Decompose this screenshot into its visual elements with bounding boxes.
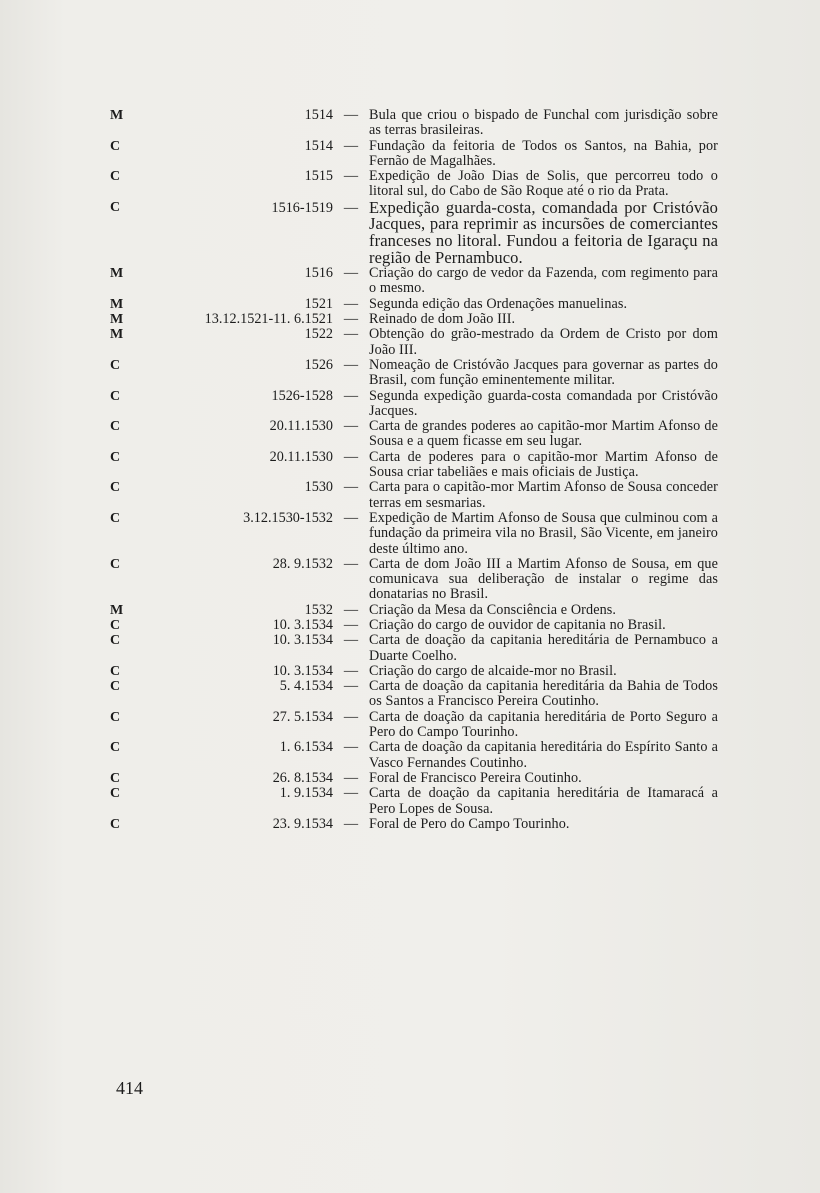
entry-dash: —: [343, 295, 359, 312]
entry-date: 1515: [304, 168, 333, 185]
entry-dash: —: [343, 662, 359, 679]
chronology-entry: [0, 740, 820, 771]
entry-description: Criação do cargo de vedor da Fazenda, com regimento para o mesmo.: [369, 265, 718, 297]
entry-category-letter: C: [110, 770, 121, 786]
chronology-entry: [0, 633, 820, 664]
entry-date: 1. 9.1534: [279, 785, 333, 802]
chronology-entry: [0, 771, 820, 786]
entry-date: 3.12.1530-1532: [243, 509, 333, 526]
chronology-entry: [0, 312, 820, 327]
chronology-entry: [0, 710, 820, 741]
entry-date: 1516-1519: [271, 199, 333, 216]
entry-description: Carta de doação da capitania hereditária de Pernambuco a Duarte Coelho.: [369, 632, 718, 664]
entry-category-letter: C: [110, 388, 121, 404]
entry-category-letter: C: [110, 679, 121, 695]
entry-category-letter: C: [110, 633, 121, 649]
entry-date: 27. 5.1534: [272, 708, 333, 725]
entry-date: 1532: [304, 601, 333, 618]
chronology-entry: [0, 327, 820, 358]
entry-dash: —: [343, 739, 359, 756]
entry-description: Expedição guarda-costa, comandada por Cristóvão Jacques, para reprimir as incursões de comerciantes franceses no litoral. Fundou a feitoria de Igaraçu na região de Pernambuco.: [369, 197, 718, 267]
chronology-entry: [0, 358, 820, 389]
entry-category-letter: M: [110, 108, 124, 123]
entry-dash: —: [343, 769, 359, 786]
entry-description: Criação da Mesa da Consciência e Ordens.: [369, 601, 617, 618]
entry-category-letter: C: [110, 510, 121, 526]
entry-dash: —: [343, 616, 359, 633]
entry-category-letter: C: [110, 449, 121, 465]
entry-dash: —: [343, 815, 359, 832]
entry-dash: —: [343, 137, 359, 154]
chronology-entry: [0, 511, 820, 557]
entry-dash: —: [343, 326, 359, 343]
entry-description: Carta de doação da capitania hereditária do Espírito Santo a Vasco Fernandes Coutinho.: [369, 739, 718, 771]
entry-description: Segunda expedição guarda-costa comandada por Cristóvão Jacques.: [369, 387, 718, 419]
entry-date: 20.11.1530: [269, 418, 333, 435]
entry-dash: —: [343, 785, 359, 802]
entry-description: Criação do cargo de alcaide-mor no Brasil.: [369, 662, 617, 679]
chronology-entry: [0, 557, 820, 603]
entry-description: Carta de dom João III a Martim Afonso de Sousa, em que comunicava sua deliberação de instalar o regime das donatarias no Brasil.: [369, 555, 718, 603]
entry-description: Segunda edição das Ordenações manuelinas.: [369, 295, 628, 312]
entry-date: 20.11.1530: [269, 448, 333, 465]
chronology-entry: [0, 603, 820, 618]
entry-description: Carta de doação da capitania hereditária de Porto Seguro a Pero do Campo Tourinho.: [369, 708, 718, 741]
entry-description: Expedição de Martim Afonso de Sousa que culminou com a fundação da primeira vila no Brasil, São Vicente, em janeiro deste último ano.: [369, 509, 718, 557]
entry-description: Bula que criou o bispado de Funchal com jurisdição sobre as terras brasileiras.: [369, 107, 718, 139]
entry-date: 1522: [304, 326, 333, 343]
entry-description: Expedição de João Dias de Solis, que percorreu todo o litoral sul, do Cabo de São Roque até o rio da Prata.: [369, 168, 718, 200]
chronology-list: [0, 108, 820, 832]
chronology-entry: [0, 618, 820, 633]
chronology-entry: [0, 108, 820, 139]
entry-description: Carta para o capitão-mor Martim Afonso de Sousa conceder terras em sesmarias.: [369, 479, 718, 511]
chronology-entry: [0, 817, 820, 832]
chronology-entry: [0, 480, 820, 511]
entry-dash: —: [343, 479, 359, 496]
entry-category-letter: C: [110, 199, 121, 215]
entry-date: 10. 3.1534: [272, 632, 333, 649]
chronology-entry: [0, 664, 820, 679]
entry-category-letter: C: [110, 740, 121, 756]
entry-dash: —: [343, 632, 359, 649]
entry-description: Reinado de dom João III.: [369, 311, 516, 328]
entry-category-letter: M: [110, 602, 124, 618]
entry-category-letter: M: [110, 266, 124, 282]
chronology-entry: [0, 786, 820, 817]
entry-date: 5. 4.1534: [279, 678, 333, 695]
entry-category-letter: C: [110, 709, 121, 725]
entry-category-letter: C: [110, 169, 121, 185]
entry-description: Foral de Pero do Campo Tourinho.: [369, 815, 570, 832]
entry-description: Obtenção do grão-mestrado da Ordem de Cristo por dom João III.: [369, 326, 718, 358]
entry-dash: —: [343, 555, 359, 572]
chronology-entry: [0, 197, 820, 267]
entry-dash: —: [343, 107, 359, 123]
entry-category-letter: M: [110, 296, 124, 312]
chronology-entry: [0, 266, 820, 297]
entry-date: 1526: [304, 356, 333, 373]
entry-dash: —: [343, 418, 359, 435]
chronology-entry: [0, 169, 820, 200]
entry-description: Foral de Francisco Pereira Coutinho.: [369, 769, 582, 786]
entry-date: 1521: [304, 295, 333, 312]
entry-category-letter: C: [110, 786, 121, 802]
entry-dash: —: [343, 678, 359, 695]
entry-description: Carta de doação da capitania hereditária da Bahia de Todos os Santos a Francisco Pereira Coutinho.: [369, 678, 718, 710]
entry-dash: —: [343, 311, 359, 328]
entry-dash: —: [343, 708, 359, 725]
entry-category-letter: M: [110, 312, 124, 328]
entry-description: Nomeação de Cristóvão Jacques para governar as partes do Brasil, com função eminentemente militar.: [369, 356, 718, 389]
entry-dash: —: [343, 601, 359, 618]
entry-date: 10. 3.1534: [272, 616, 333, 633]
entry-dash: —: [343, 448, 359, 465]
entry-category-letter: C: [110, 556, 121, 572]
page-number: 414: [116, 1078, 143, 1098]
entry-category-letter: C: [110, 419, 121, 435]
entry-description: Carta de poderes para o capitão-mor Martim Afonso de Sousa criar tabeliães e mais oficiais de Justiça.: [369, 448, 718, 481]
entry-date: 23. 9.1534: [272, 815, 333, 832]
entry-category-letter: C: [110, 138, 121, 154]
chronology-entry: [0, 450, 820, 481]
entry-dash: —: [343, 356, 359, 373]
entry-dash: —: [343, 199, 359, 216]
entry-category-letter: C: [110, 816, 121, 832]
entry-description: Carta de grandes poderes ao capitão-mor Martim Afonso de Sousa e a quem ficasse em seu lugar.: [369, 418, 718, 450]
entry-category-letter: C: [110, 357, 121, 373]
entry-dash: —: [343, 265, 359, 282]
entry-date: 1526-1528: [271, 387, 333, 404]
entry-date: 13.12.1521-11. 6.1521: [204, 311, 333, 328]
entry-date: 1516: [304, 265, 333, 282]
entry-date: 10. 3.1534: [272, 662, 333, 679]
entry-description: Carta de doação da capitania hereditária de Itamaracá a Pero Lopes de Sousa.: [369, 785, 718, 817]
chronology-entry: [0, 389, 820, 420]
chronology-entry: [0, 139, 820, 170]
entry-dash: —: [343, 387, 359, 404]
entry-category-letter: C: [110, 480, 121, 496]
entry-date: 1. 6.1534: [279, 739, 333, 756]
entry-date: 26. 8.1534: [272, 769, 333, 786]
entry-category-letter: M: [110, 327, 124, 343]
entry-description: Criação do cargo de ouvidor de capitania no Brasil.: [369, 616, 666, 633]
chronology-entry: [0, 679, 820, 710]
entry-date: 1530: [304, 479, 333, 496]
entry-dash: —: [343, 168, 359, 185]
chronology-entry: [0, 297, 820, 312]
entry-description: Fundação da feitoria de Todos os Santos, na Bahia, por Fernão de Magalhães.: [369, 137, 718, 169]
chronology-entry: [0, 419, 820, 450]
entry-category-letter: C: [110, 663, 121, 679]
entry-date: 1514: [304, 137, 333, 154]
entry-date: 28. 9.1532: [272, 555, 333, 572]
entry-category-letter: C: [110, 617, 121, 633]
entry-date: 1514: [304, 107, 333, 123]
entry-dash: —: [343, 509, 359, 526]
